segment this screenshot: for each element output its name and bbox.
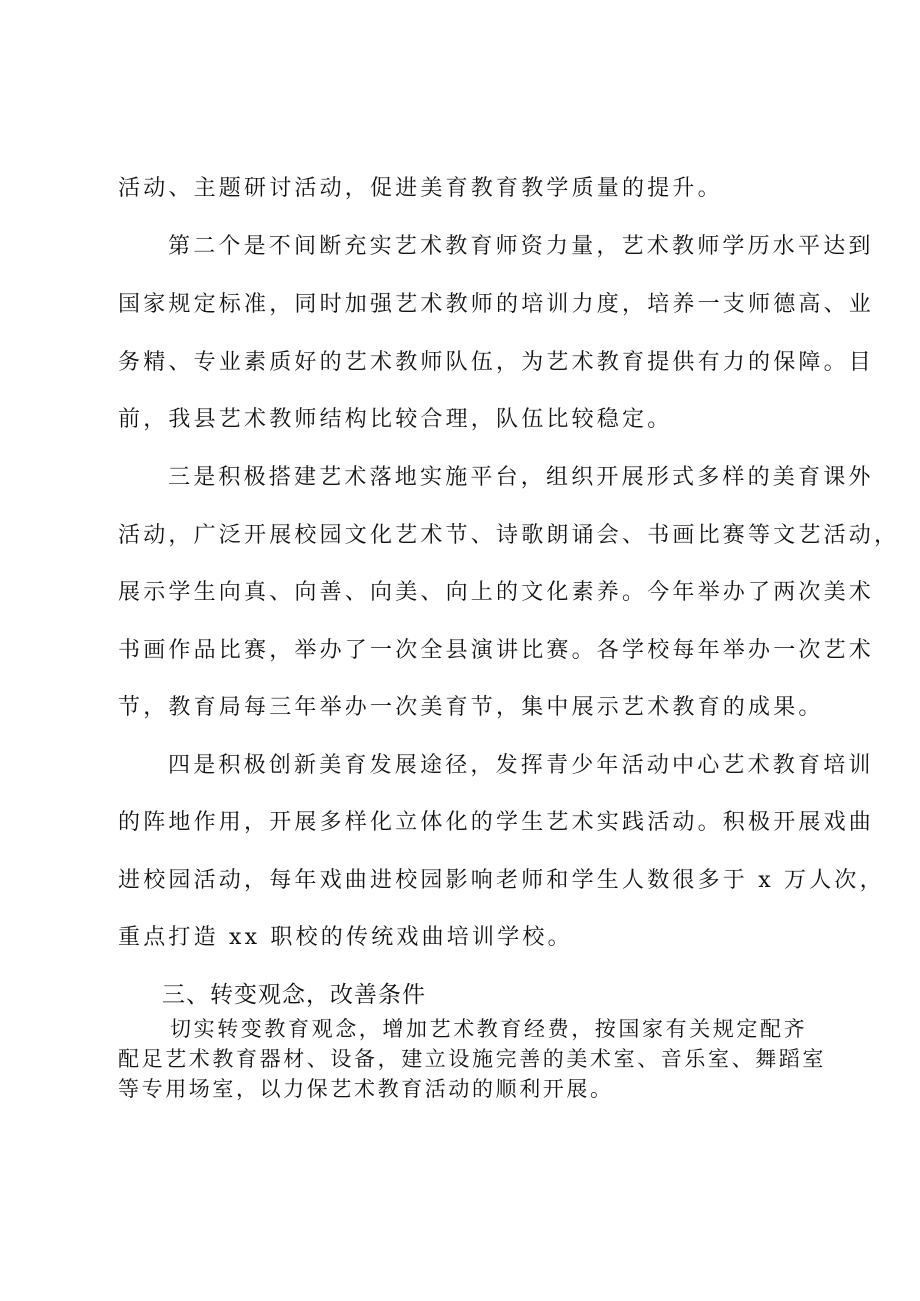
paragraph-2-line-1: 第二个是不间断充实艺术教育师资力量，艺术教师学历水平达到 bbox=[168, 234, 874, 259]
paragraph-2-line-3: 务精、专业素质好的艺术教师队伍，为艺术教育提供有力的保障。目 bbox=[118, 350, 875, 375]
paragraph-3-line-5: 节，教育局每三年举办一次美育节，集中展示艺术教育的成果。 bbox=[118, 695, 824, 720]
paragraph-4-line-4: 重点打造 xx 职校的传统戏曲培训学校。 bbox=[118, 925, 573, 950]
section-heading: 三、转变观念，改善条件 bbox=[162, 982, 426, 1008]
paragraph-3-line-2: 活动，广泛开展校园文化艺术节、诗歌朗诵会、书画比赛等文艺活动， bbox=[118, 523, 900, 548]
paragraph-2-line-4: 前，我县艺术教师结构比较合理，队伍比较稳定。 bbox=[118, 407, 673, 432]
closing-paragraph-line-3: 等专用场室，以力保艺术教育活动的顺利开展。 bbox=[118, 1077, 614, 1101]
paragraph-3-line-4: 书画作品比赛，举办了一次全县演讲比赛。各学校每年举办一次艺术 bbox=[118, 638, 875, 663]
paragraph-1-line-1: 活动、主题研讨活动，促进美育教育教学质量的提升。 bbox=[118, 176, 723, 201]
paragraph-2-line-2: 国家规定标准，同时加强艺术教师的培训力度，培养一支师德高、业 bbox=[118, 292, 875, 317]
paragraph-4-line-3: 进校园活动，每年戏曲进校园影响老师和学生人数很多于 x 万人次， bbox=[118, 868, 885, 893]
closing-paragraph-line-2: 配足艺术教育器材、设备，建立设施完善的美术室、音乐室、舞蹈室 bbox=[118, 1047, 826, 1071]
paragraph-3-line-3: 展示学生向真、向善、向美、向上的文化素养。今年举办了两次美术 bbox=[118, 580, 875, 605]
paragraph-4-line-2: 的阵地作用，开展多样化立体化的学生艺术实践活动。积极开展戏曲 bbox=[118, 810, 875, 835]
paragraph-4-line-1: 四是积极创新美育发展途径，发挥青少年活动中心艺术教育培训 bbox=[168, 753, 874, 778]
paragraph-3-line-1: 三是积极搭建艺术落地实施平台，组织开展形式多样的美育课外 bbox=[168, 465, 874, 490]
closing-paragraph-line-1: 切实转变教育观念，增加艺术教育经费，按国家有关规定配齐 bbox=[170, 1017, 808, 1041]
